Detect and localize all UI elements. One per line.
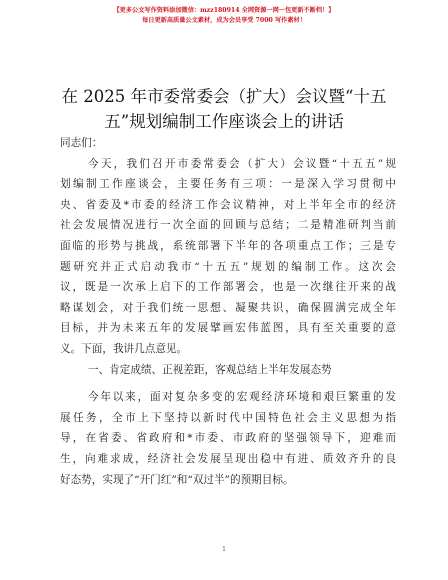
paragraph-line: 今天，我们召开市委常委会（扩大）会议暨“十五五”规 (88, 157, 396, 170)
paragraph-line: 导，在省委、省政府和*市委、市政府的坚强领导下，迎难而 (60, 432, 396, 445)
title-line-1: 在 2025 年市委常委会（扩大）会议暨“十五 (61, 87, 387, 106)
paragraph-line: 今年以来，面对复杂多变的宏观经济环境和艰巨繁重的发 (88, 391, 396, 404)
paragraph-line: 生，向难求成，经济社会发展呈现出稳中有进、质效齐升的良 (60, 452, 396, 465)
paragraph-line: 义。下面，我讲几点意见。 (60, 342, 188, 355)
salutation: 同志们： (60, 137, 103, 149)
section-heading: 一、肯定成绩、正视差距，客观总结上半年发展态势 (88, 363, 332, 376)
title-line-2: 五”规划编制工作座谈会上的讲话 (104, 112, 344, 131)
paragraph-line: 划编制工作座谈会，主要任务有三项：一是深入学习贯彻中 (60, 178, 396, 191)
paragraph-line: 略谋划会，对于我们统一思想、凝聚共识，确保圆满完成全年 (60, 301, 396, 314)
banner-line-1: 【更多公文写作资料添加微信：mzz180914 全网资源一网一包更新不断档！】 (113, 7, 335, 14)
paragraph-line: 展任务，全市上下坚持以新时代中国特色社会主义思想为指 (60, 411, 396, 424)
paragraph-line: 好态势，实现了“开门红”和“双过半”的预期目标。 (60, 473, 294, 486)
document-title (30, 84, 418, 134)
header-banner (0, 6, 448, 26)
paragraph-line: 议，既是一次承上启下的工作部署会，也是一次继往开来的战 (60, 281, 396, 294)
document-body (60, 133, 396, 490)
paragraph-line: 题研究并正式启动我市“十五五”规划的编制工作。这次会 (60, 260, 396, 273)
page-number: 1 (222, 546, 226, 553)
banner-line-2: 每日更新高质量公文素材，成为会员享受 7000 写作素材！ (142, 17, 306, 24)
paragraph-line: 目标，并为未来五年的发展擘画宏伟蓝图，具有至关重要的意 (60, 322, 396, 335)
paragraph-line: 央、省委及*市委的经济工作会议精神，对上半年全市的经济 (60, 198, 396, 211)
paragraph-line: 社会发展情况进行一次全面的回顾与总结；二是精准研判当前 (60, 219, 396, 232)
paragraph-line: 面临的形势与挑战，系统部署下半年的各项重点工作；三是专 (60, 239, 396, 252)
